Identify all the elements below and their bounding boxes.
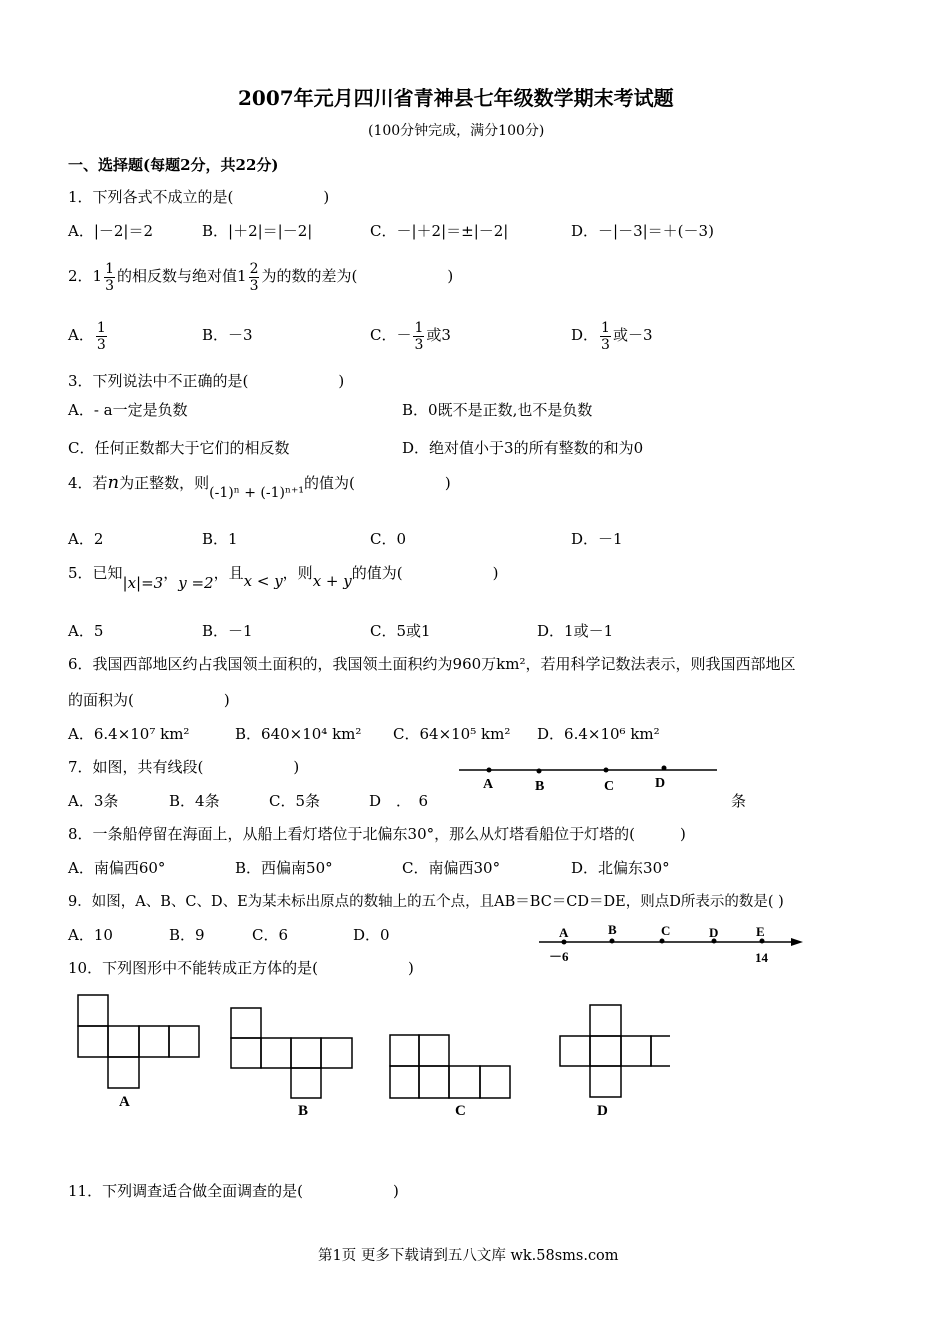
q8-option-b: B．西偏南50°: [235, 859, 333, 877]
q5-expr-y: y =2: [178, 574, 214, 592]
q9-option-b: B．9: [169, 926, 205, 944]
q2-option-a-num: 1: [96, 319, 106, 336]
q4-expression: (-1)ⁿ + (-1)ⁿ⁺¹: [209, 485, 305, 501]
q2-option-c-den: 3: [414, 336, 424, 353]
q2-option-c-num: 1: [414, 319, 424, 336]
q4-option-c: C．0: [370, 530, 407, 548]
q2-stem-mid: 的相反数与绝对值1: [117, 267, 247, 285]
q2-option-d-label: D．: [571, 326, 599, 344]
q2-stem-pre: 2．1: [68, 267, 103, 285]
q7-point-c: [604, 768, 609, 773]
q10-net-a: [78, 995, 199, 1088]
q4-stem: [68, 472, 451, 501]
q6-option-c: C．64×10⁵ km²: [393, 725, 511, 743]
section-heading: 一、选择题(每题2分，共22分): [68, 156, 279, 174]
q2-option-d-post: 或－3: [612, 326, 653, 344]
q1-option-a: A．|－2|＝2: [68, 222, 154, 240]
q2-option-c-label: C．－: [370, 326, 412, 344]
q2-option-c: [370, 313, 451, 357]
q2-option-a-den: 3: [96, 336, 106, 353]
q2-option-b: B．－3: [202, 326, 253, 344]
q1-option-b: B．|＋2|＝|－2|: [202, 222, 313, 240]
q2-option-d-fraction: [600, 320, 611, 353]
q7-option-b: B．4条: [169, 792, 220, 810]
q11-stem: 11．下列调查适合做全面调查的是( ): [68, 1182, 399, 1200]
q9-option-d: D．0: [353, 926, 390, 944]
q5-stem-post: 的值为( ): [351, 564, 499, 582]
q7-option-a: A．3条: [68, 792, 119, 810]
q5-stem-pre: 5．已知: [68, 564, 123, 582]
q2-stem-post: 为的数的差为( ): [261, 267, 454, 285]
q7-label-d: D: [655, 776, 666, 791]
q6-stem-line2: 的面积为( ): [68, 691, 230, 709]
q10-stem: 10．下列图形中不能转成正方体的是( ): [68, 959, 414, 977]
q9-point-a: [562, 940, 567, 945]
q2-fraction-1: [104, 261, 115, 294]
q7-label-b: B: [535, 779, 545, 794]
q10-net-c: [390, 1035, 510, 1098]
q10-net-b: [231, 1008, 352, 1098]
q2-fraction-1-num: 1: [105, 260, 115, 277]
q7-label-c: C: [604, 779, 615, 794]
q5-expr-x-lt-y: x < y: [243, 572, 283, 590]
q3-option-c: C．任何正数都大于它们的相反数: [68, 439, 290, 457]
q10-net-d: [560, 1005, 670, 1097]
q2-option-d: [571, 313, 653, 357]
q9-label-b: B: [608, 922, 617, 937]
q9-number-line-figure: [535, 918, 810, 968]
q2-fraction-1-den: 3: [105, 277, 115, 294]
q4-variable: n: [107, 472, 120, 493]
q9-value-right: 14: [755, 950, 768, 965]
q7-point-b: [537, 769, 542, 774]
q4-option-a: A．2: [68, 530, 104, 548]
q7-label-a: A: [483, 777, 494, 792]
q9-option-c: C．6: [252, 926, 289, 944]
q5-expr-x-plus-y: x + y: [312, 572, 352, 590]
q6-option-d: D．6.4×10⁶ km²: [537, 725, 660, 743]
q5-comma-3: ，则: [282, 564, 313, 582]
q3-option-d: D．绝对值小于3的所有整数的和为0: [402, 439, 644, 457]
q3-option-a: A．- a一定是负数: [68, 401, 188, 419]
q7-point-a: [487, 768, 492, 773]
q3-stem: 3．下列说法中不正确的是( ): [68, 372, 345, 390]
q10-label-d: D: [597, 1103, 608, 1118]
q2-stem: [68, 254, 453, 298]
q9-value-left: －6: [549, 949, 569, 964]
q8-option-a: A．南偏西60°: [68, 859, 166, 877]
q2-fraction-2-den: 3: [249, 277, 259, 294]
q7-stem: 7．如图，共有线段( ): [68, 758, 300, 776]
q9-point-e: [760, 939, 765, 944]
q9-point-c: [660, 939, 665, 944]
q4-stem-mid: 为正整数，则: [119, 474, 210, 492]
q9-label-d: D: [709, 925, 719, 940]
q7-segment-svg: [455, 758, 725, 798]
q9-number-line-svg: [535, 918, 810, 968]
q1-stem: 1．下列各式不成立的是( ): [68, 188, 330, 206]
q5-option-c: C．5或1: [370, 622, 431, 640]
q4-stem-post: 的值为( ): [304, 474, 451, 492]
q6-option-a: A．6.4×10⁷ km²: [68, 725, 190, 743]
subtitle: (100分钟完成，满分100分): [368, 123, 545, 139]
q9-option-a: A．10: [68, 926, 113, 944]
q6-stem-line1: 6．我国西部地区约占我国领土面积的，我国领土面积约为960万km²，若用科学记数法表示，则我国西部地区: [68, 655, 796, 673]
q7-point-d: [662, 766, 667, 771]
q2-fraction-2-num: 2: [249, 260, 259, 277]
q10-label-a: A: [119, 1094, 130, 1110]
q7-option-d: D ． 6: [369, 792, 429, 810]
q5-stem: [68, 563, 499, 592]
q5-option-d: D．1或－1: [537, 622, 614, 640]
q2-option-a-label: A．: [68, 326, 94, 344]
q10-nets-figure: [70, 988, 670, 1118]
q7-option-c: C．5条: [269, 792, 321, 810]
q5-option-b: B．－1: [202, 622, 253, 640]
q9-label-c: C: [661, 923, 671, 938]
q5-option-a: A．5: [68, 622, 104, 640]
q3-option-b: B．0既不是正数,也不是负数: [402, 401, 593, 419]
q4-stem-pre: 4．若: [68, 474, 108, 492]
q5-expr-abs-x: |x|=3: [122, 574, 164, 592]
q4-option-b: B．1: [202, 530, 238, 548]
q10-nets-svg: [70, 988, 670, 1118]
page-footer: 第1页 更多下载请到五八文库 wk.58sms.com: [318, 1248, 619, 1264]
q9-label-e: E: [756, 924, 765, 939]
q7-option-d-tail: 条: [731, 792, 747, 810]
q6-option-b: B．640×10⁴ km²: [235, 725, 362, 743]
q2-option-c-post: 或3: [426, 326, 451, 344]
q9-arrow-icon: [791, 938, 803, 946]
q2-fraction-2: [249, 261, 260, 294]
q10-label-c: C: [455, 1103, 466, 1118]
q8-stem: 8．一条船停留在海面上，从船上看灯塔位于北偏东30°，那么从灯塔看船位于灯塔的( ): [68, 825, 686, 843]
q9-stem: 9．如图，A、B、C、D、E为某未标出原点的数轴上的五个点，且AB＝BC＝CD＝DE，则点D所表示的数是( ): [68, 894, 784, 910]
q9-label-a: A: [559, 925, 569, 940]
q8-option-d: D．北偏东30°: [571, 859, 670, 877]
page-title: 2007年元月四川省青神县七年级数学期末考试题: [238, 86, 674, 110]
q2-option-a-fraction: [96, 320, 107, 353]
q2-option-d-num: 1: [601, 319, 610, 336]
q4-option-d: D．－1: [571, 530, 623, 548]
q2-option-c-fraction: [413, 320, 424, 353]
q1-option-c: C．－|＋2|＝±|－2|: [370, 222, 509, 240]
q7-segment-figure: [455, 758, 725, 798]
q5-comma-2: ，且: [213, 564, 244, 582]
q1-option-d: D．－|－3|＝＋(－3): [571, 222, 714, 240]
q2-option-a: [68, 313, 109, 357]
q5-comma-1: ，: [163, 564, 179, 582]
q10-label-b: B: [298, 1103, 309, 1118]
q9-point-b: [610, 939, 615, 944]
q2-option-d-den: 3: [601, 336, 610, 353]
q8-option-c: C．南偏西30°: [402, 859, 501, 877]
